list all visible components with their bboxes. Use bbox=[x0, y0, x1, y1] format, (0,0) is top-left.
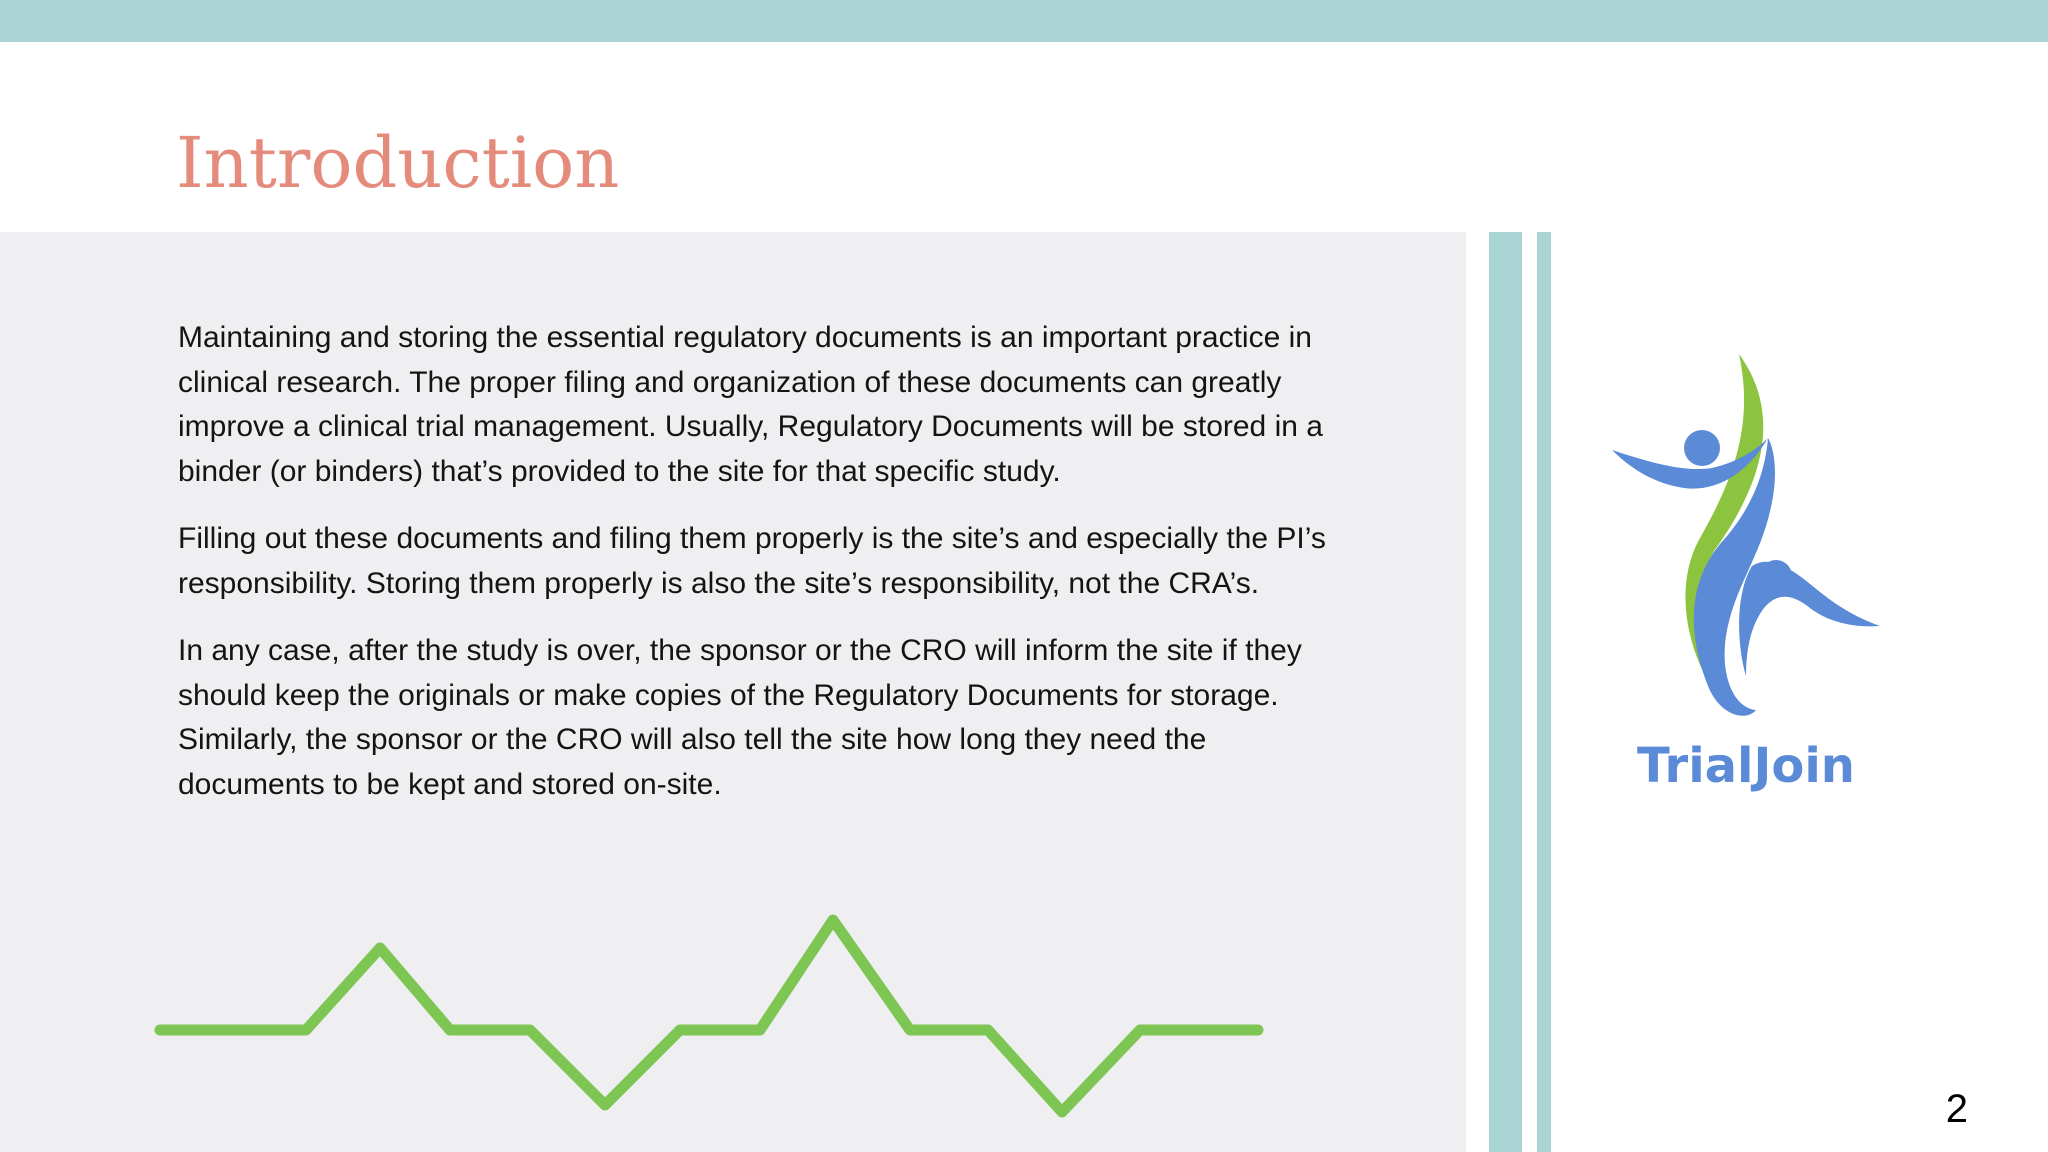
paragraph-2: Filling out these documents and filing them properly is the site’s and especially the PI’s responsibility. Storing them properly is also the site’s responsibility, not the CRA’s. bbox=[178, 522, 1326, 600]
paragraph-1: Maintaining and storing the essential regulatory documents is an important practice in clinical research. The proper filing and organization of these documents can greatly improve a clinical trial management. Usually, Regulatory Documents will be stored in a binder (or binders) that’s provided to the site for that specific study. bbox=[178, 321, 1323, 488]
logo-wordmark: TrialJoin bbox=[1637, 738, 1855, 794]
paragraph-3: In any case, after the study is over, the sponsor or the CRO will inform the site if they should keep the originals or make copies of the Regulatory Documents for storage. Similarly, the sponsor or the CRO will also tell the site how long they need the documents to be kept and stored on-site. bbox=[178, 634, 1302, 801]
slide-title: Introduction bbox=[176, 122, 620, 204]
trialjoin-logo bbox=[1596, 346, 1896, 796]
top-accent-band bbox=[0, 0, 2048, 42]
heartbeat-line-icon bbox=[150, 900, 1280, 1130]
body-text bbox=[178, 316, 1358, 830]
trialjoin-figures-leaf-icon bbox=[1612, 354, 1880, 716]
vertical-stripe-wide bbox=[1489, 232, 1522, 1152]
vertical-stripe-thin bbox=[1537, 232, 1551, 1152]
page-number: 2 bbox=[1945, 1087, 1968, 1131]
